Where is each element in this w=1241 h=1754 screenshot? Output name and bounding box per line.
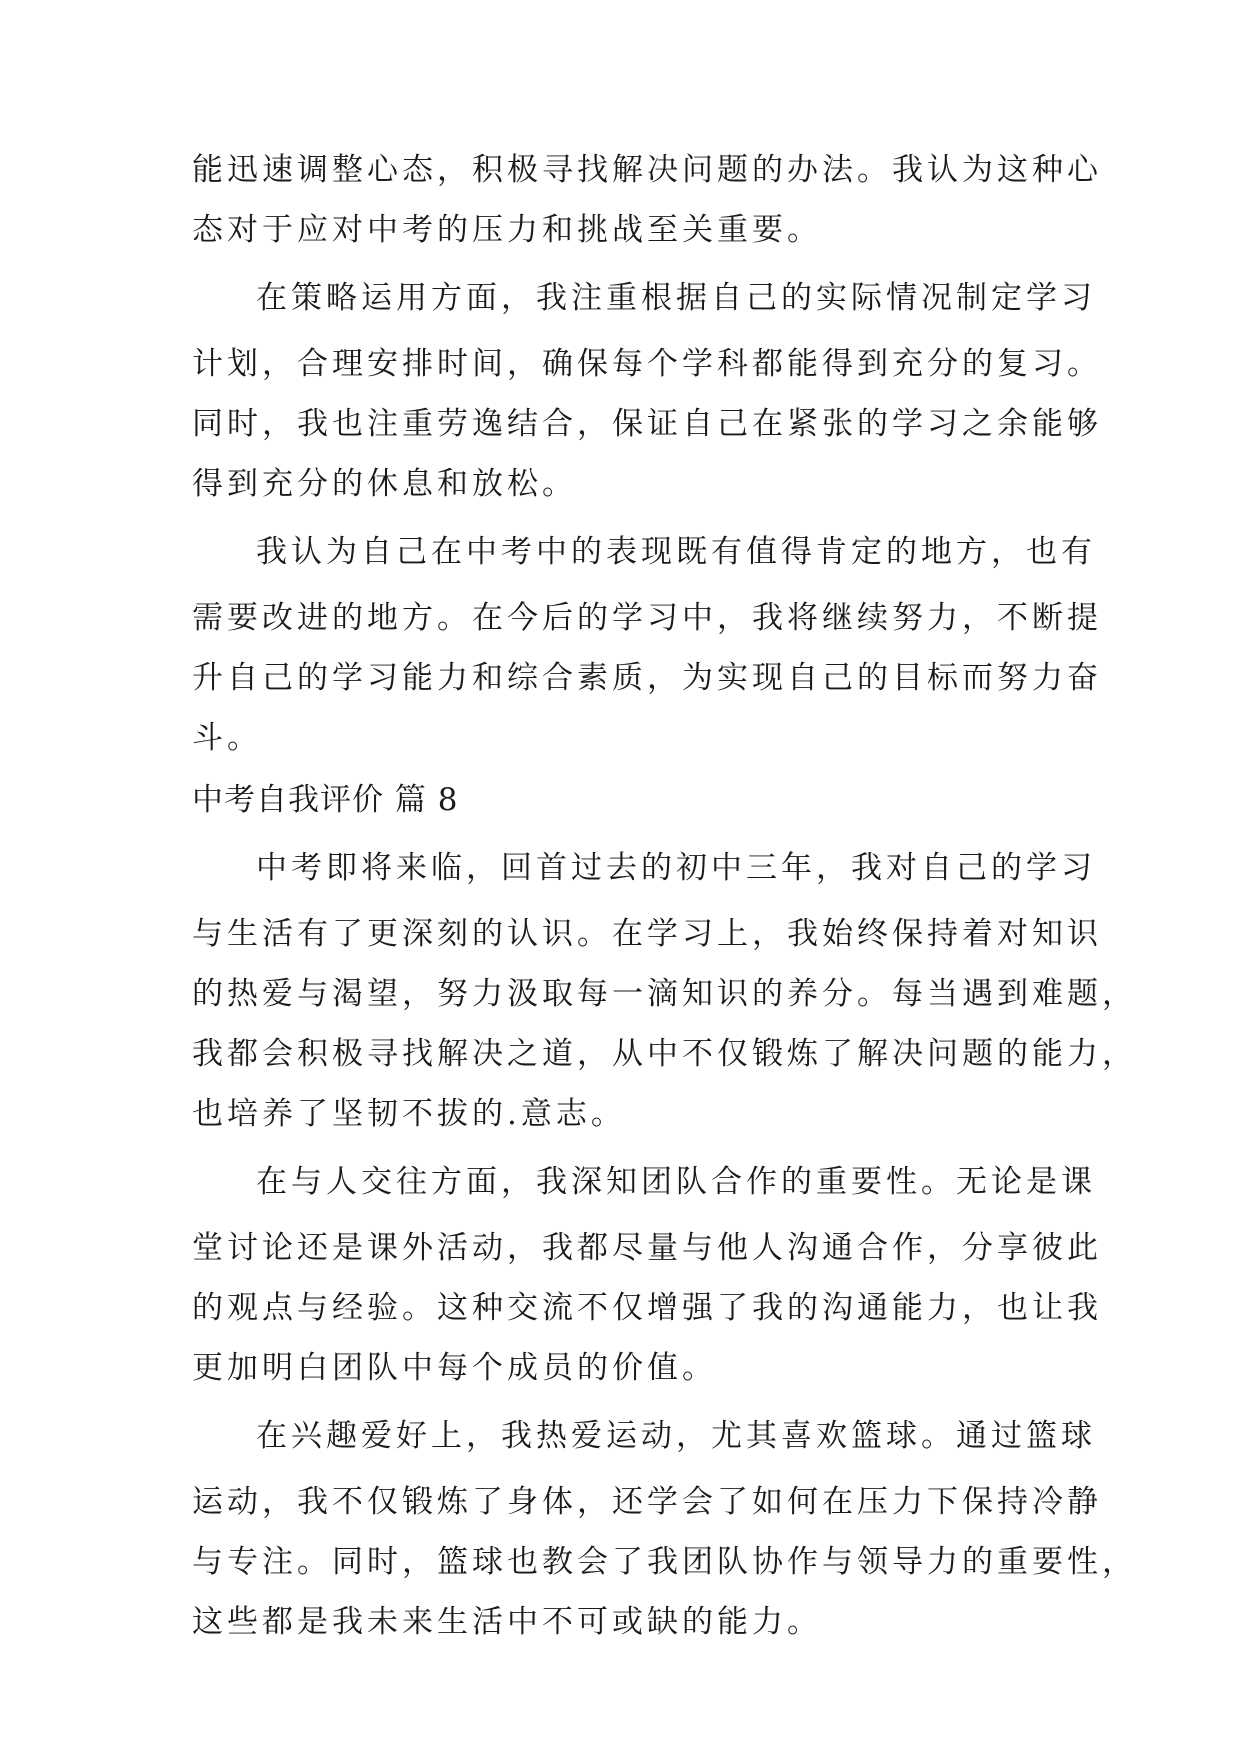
section-heading: 中考自我评价 篇 8 (192, 782, 459, 818)
text-line: 计划，合理安排时间，确保每个学科都能得到充分的复习。 (192, 346, 1102, 382)
paragraph-start-line: 在策略运用方面，我注重根据自己的实际情况制定学习 (256, 280, 1096, 316)
text-line: 能迅速调整心态，积极寻找解决问题的办法。我认为这种心 (192, 152, 1102, 188)
text-line: 得到充分的休息和放松。 (192, 466, 577, 502)
text-line: 需要改进的地方。在今后的学习中，我将继续努力，不断提 (192, 600, 1102, 636)
text-line: 与专注。同时，篮球也教会了我团队协作与领导力的重要性， (192, 1544, 1137, 1580)
text-line: 这些都是我未来生活中不可或缺的能力。 (192, 1604, 822, 1640)
text-line: 堂讨论还是课外活动，我都尽量与他人沟通合作，分享彼此 (192, 1230, 1102, 1266)
paragraph-start-line: 我认为自己在中考中的表现既有值得肯定的地方，也有 (256, 534, 1096, 570)
text-line: 运动，我不仅锻炼了身体，还学会了如何在压力下保持冷静 (192, 1484, 1102, 1520)
text-line: 我都会积极寻找解决之道，从中不仅锻炼了解决问题的能力， (192, 1036, 1137, 1072)
text-line: 斗。 (192, 720, 262, 756)
text-line: 也培养了坚韧不拔的.意志。 (192, 1096, 626, 1132)
paragraph-start-line: 在与人交往方面，我深知团队合作的重要性。无论是课 (256, 1164, 1096, 1200)
paragraph-start-line: 中考即将来临，回首过去的初中三年，我对自己的学习 (256, 850, 1096, 886)
text-line: 更加明白团队中每个成员的价值。 (192, 1350, 717, 1386)
text-line: 与生活有了更深刻的认识。在学习上，我始终保持着对知识 (192, 916, 1102, 952)
text-line: 的观点与经验。这种交流不仅增强了我的沟通能力，也让我 (192, 1290, 1102, 1326)
text-line: 同时，我也注重劳逸结合，保证自己在紧张的学习之余能够 (192, 406, 1102, 442)
text-line: 的热爱与渴望，努力汲取每一滴知识的养分。每当遇到难题， (192, 976, 1137, 1012)
paragraph-start-line: 在兴趣爱好上，我热爱运动，尤其喜欢篮球。通过篮球 (256, 1418, 1096, 1454)
text-line: 升自己的学习能力和综合素质，为实现自己的目标而努力奋 (192, 660, 1102, 696)
text-line: 态对于应对中考的压力和挑战至关重要。 (192, 212, 822, 248)
